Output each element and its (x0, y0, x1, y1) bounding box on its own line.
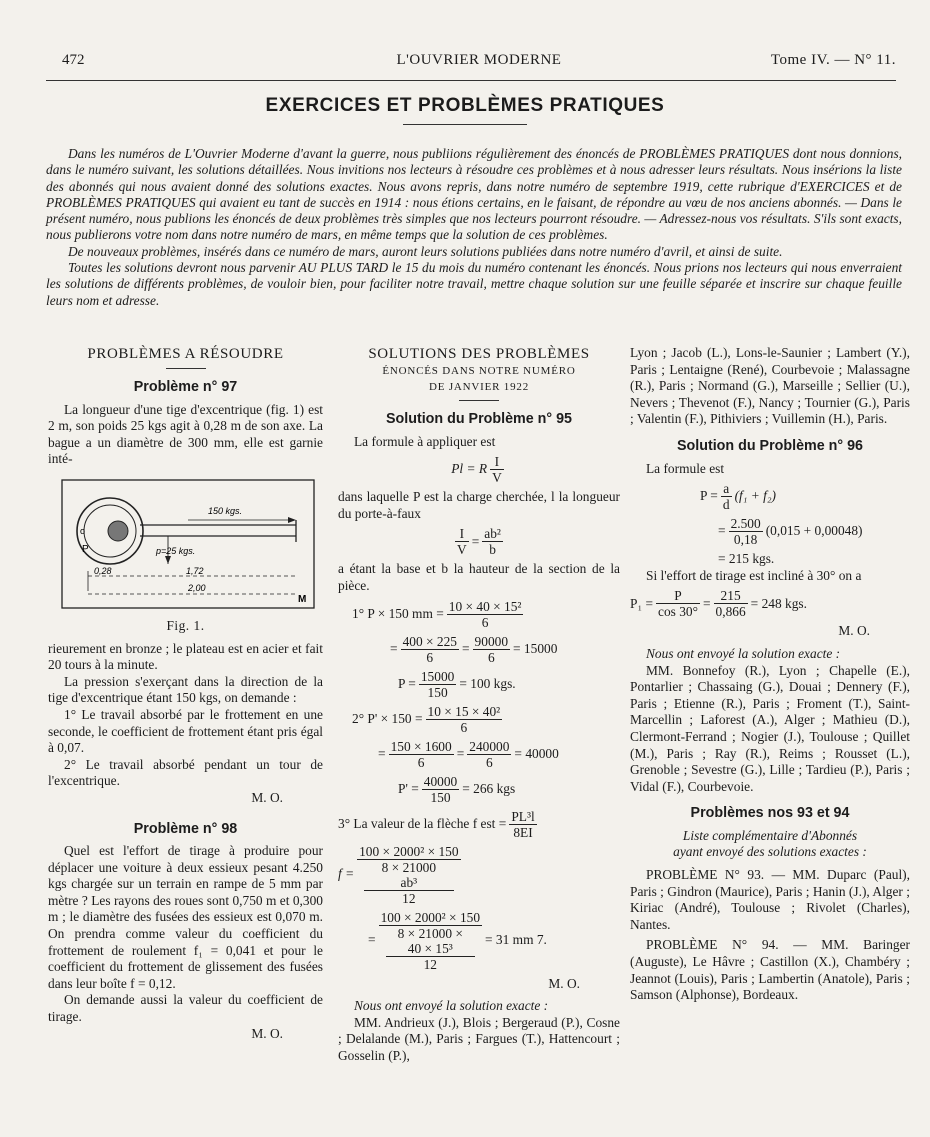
figure-caption: Fig. 1. (166, 617, 205, 633)
fraction (656, 588, 700, 619)
fraction (362, 875, 455, 906)
denominator: 8EI (513, 824, 533, 840)
figure-1-eccentric (58, 476, 320, 616)
denominator: 6 (426, 649, 434, 665)
equation-result: = 215 kgs. (718, 551, 775, 567)
intro-paragraph-2: De nouveaux problèmes, insérés dans ce numéro de mars, auront leurs solutions publiées dans notre numéro d'avril, et ainsi de suite. (68, 243, 783, 259)
problems-93-94-title: Problèmes nos 93 et 94 (690, 805, 850, 822)
divider (166, 368, 206, 369)
denominator: cos 30° (658, 604, 698, 620)
denominator: 150 (427, 684, 448, 700)
problem-93-solvers: PROBLÈME N° 93. — MM. Duparc (Paul), Paris ; Gindron (Maurice), Paris ; Hanin (J.), Alger ; Kiriac (André), Toulouse ; Rivolet (Charles), Nantes. (630, 867, 910, 932)
fraction (482, 526, 503, 557)
intro-paragraph-3: Toutes les solutions devront nous parvenir AU PLUS TARD le 15 du mois du numéro contenant les énoncés. Nous prions nos lecteurs qui nous enverraient les solutions de différents problèmes, de vouloir bien, pour faciliter notre travail, mettre chaque solution sur une feuille séparée et inscrire sur chaque feuille leurs nom et adresse. (46, 260, 902, 308)
equation-result: = 248 kgs. (750, 595, 807, 611)
page-number: 472 (62, 52, 85, 68)
denominator (379, 926, 482, 972)
denominator: V (457, 542, 467, 558)
fraction (447, 599, 524, 630)
numerator: 10 × 40 × 15² (448, 598, 522, 614)
fraction (455, 526, 469, 557)
section-title-solutions: SOLUTIONS DES PROBLÈMES (368, 346, 590, 362)
fraction (389, 739, 454, 770)
problem-97-text: La pression s'exerçant dans la direction de la tige d'excentrique étant 150 kgs, on demande : (48, 673, 323, 706)
numerator: 150 × 1600 (390, 738, 452, 754)
equation-result: = 31 mm 7. (485, 932, 547, 948)
equation-result: = 100 kgs. (459, 675, 516, 691)
eccentric-diagram (58, 476, 320, 616)
list-title: Liste complémentaire d'Abonnés (682, 827, 858, 843)
equation-4 (338, 704, 620, 735)
numerator: 215 (714, 588, 748, 604)
problem-97-question-2: 2° Le travail absorbé pendant un tour de l'excentrique. (48, 756, 323, 789)
equation: $\frac{I}{V}$ = $\frac{\text{ab²}}{b}$ (457, 526, 501, 558)
dimension-label: 0,28 (94, 565, 112, 576)
dimension-label: 2,00 (188, 582, 206, 593)
signature: M. O. (251, 1025, 283, 1041)
problem-98-title: Problème n° 98 (133, 820, 238, 837)
equation: = $\frac{2.500}{0,18}$ (0,015 + 0,00048) (718, 516, 863, 548)
fraction (729, 516, 763, 547)
problem-97-title: Problème n° 97 (133, 379, 238, 395)
equation-text: 2° P' × 150 = (352, 710, 423, 726)
journal-title: L'OUVRIER MODERNE (396, 52, 562, 68)
explanation-text: a étant la base et b la hauteur de la section de la pièce. (338, 561, 620, 593)
fraction (426, 704, 503, 735)
denominator: 12 (423, 956, 437, 972)
equation-text: P₁ = (630, 595, 654, 611)
explanation-text: dans laquelle P est la charge cherchée, l la longueur du porte-à-faux (338, 489, 620, 521)
equation-text: f = (338, 866, 355, 882)
column-problems (48, 345, 323, 1042)
denominator (357, 860, 460, 906)
issue-number: Tome IV. — N° 11. (770, 52, 896, 68)
fraction (509, 809, 536, 840)
weight-label: p=25 kgs. (156, 545, 196, 556)
denominator: 0,866 (715, 604, 746, 620)
equation-8 (338, 844, 620, 906)
main-title: EXERCICES ET PROBLÈMES PRATIQUES (265, 95, 665, 116)
fraction (714, 588, 748, 619)
equation-7 (338, 809, 620, 840)
numerator: 100 × 2000² × 150 (359, 843, 459, 859)
intro-text (46, 146, 902, 309)
formula-intro: La formule est (646, 460, 725, 476)
numerator: 40000 (423, 773, 458, 789)
equation: P₁ = $\frac{P}{\cos 30^\circ}$ = $\frac{215}{0,866}$ = 248 kgs. (630, 588, 807, 620)
equation-text: (f₁ + f₂) (734, 488, 776, 504)
explanation-text: Si l'effort de tirage est incliné à 30° on a (646, 567, 862, 583)
denominator: 6 (460, 719, 468, 735)
denominator: V (492, 470, 502, 486)
signature: M. O. (838, 623, 870, 639)
equation-result: = 266 kgs (462, 780, 516, 796)
equation-text: P' = (398, 780, 419, 796)
solvers-list: MM. Andrieux (J.), Blois ; Bergeraud (P.), Cosne ; Delalande (M.), Paris ; Fargues (T.), Hattencourt ; Gosselin (P.), (338, 1014, 620, 1063)
numerator: PL³l (511, 808, 535, 824)
fraction (379, 910, 482, 972)
equation-3 (338, 669, 620, 700)
equation-result: = 15000 (513, 640, 558, 656)
problem-97-question-1: 1° Le travail absorbé par le frottement en une seconde, le coefficient de frottement étant pris égal à 0,07. (48, 706, 323, 756)
section-title-problems: PROBLÈMES A RÉSOUDRE (87, 346, 284, 362)
numerator: ab² (484, 526, 501, 542)
fraction (419, 669, 456, 700)
numerator: a (721, 481, 732, 497)
intro-paragraph-1: Dans les numéros de L'Ouvrier Moderne d'avant la guerre, nous publiions régulièrement des énoncés de PROBLÈMES PRATIQUES dont nous donnions, dans le numéro suivant, les solutions détaillées. Nous invitions nos lecteurs à résoudre ces problèmes et à nous adresser leurs résultats. Nous insérions la liste des abonnés qui nous avaient donné des solutions exactes. Nous avons repris, dans notre numéro de septembre 1919, cette rubrique d'EXERCICES et de PROBLÈMES PRATIQUES qui avaient eu tant de succès en 1914 : nous étions certains, en le faisant, de répondre au vœu de nos anciens abonnés. — Dans le présent numéro, nous publions les énoncés de deux problèmes très simples que nos lecteurs pourront résoudre. — Adressez-nous vos résultats. S'ils sont exacts, nous publierons votre nom dans notre numéro de mars, en même temps que la solution de ces problèmes. (46, 146, 902, 243)
numerator: 90000 (474, 633, 509, 649)
denominator: 6 (485, 754, 493, 770)
denominator-text: 8 × 21000 (381, 859, 437, 875)
section-subtitle: ÉNONCÉS DANS NOTRE NUMÉRO (382, 365, 576, 377)
solution-96-title: Solution du Problème n° 96 (676, 437, 864, 454)
title-rule (403, 124, 527, 125)
solvers-label: Nous ont envoyé la solution exacte : (646, 645, 841, 661)
list-title: ayant envoyé des solutions exactes : (673, 844, 867, 860)
equation-2: = $\frac{400 \times 225}{6}$ = $\frac{90000}{6}$ = 15000 (390, 633, 558, 665)
fraction (422, 774, 459, 805)
column-solutions-continued (630, 345, 910, 1004)
numerator: P (656, 588, 700, 604)
fraction (467, 739, 511, 770)
numerator: 40 × 15³ (386, 941, 475, 957)
fraction (384, 941, 477, 972)
equation-text: Pl = R (451, 461, 488, 477)
problem-94-solvers: PROBLÈME N° 94. — MM. Baringer (Auguste), Le Hâvre ; Castillon (X.), Chambéry ; Jeannot (Louis), Paris ; Lambertin (Anatole), Paris ; Samson (Alphonse), Bordeaux. (630, 937, 910, 1003)
problem-98-text: Quel est l'effort de tirage à produire pour déplacer une voiture à deux essieux pesant 4.250 kgs chargée sur un terrain en rampe de 5 mm par mètre ? Les rayons des roues sont 0,750 m et 0,300 m ; le diamètre des fusées des essieux est 0,070 m. On prendra comme valeur du coefficient du frottement de roulement f₁ = 0,041 et pour le coefficient du frottement de glissement des fusées dans leur boîte f = 0,12. (48, 843, 323, 991)
denominator: d (722, 497, 730, 513)
equation-9: = 100 × 2000² × 150 8 × 21000 × 40 × 15³ 12 = 31 mm 7. (368, 909, 547, 972)
dimension-label: 1,72 (186, 565, 204, 576)
signature: M. O. (251, 789, 283, 805)
header-rule (46, 80, 896, 81)
equation-text: P = (700, 488, 718, 504)
center-label: o (80, 525, 86, 536)
problem-97-text: La longueur d'une tige d'excentrique (fig. 1) est 2 m, son poids 25 kgs agit à 0,28 m de son axe. La bague a un diamètre de 300 mm, elle est garnie inté- (48, 401, 323, 467)
fraction (721, 481, 732, 512)
fraction (473, 634, 510, 665)
numerator: 10 × 15 × 40² (427, 703, 501, 719)
equation-5: = $\frac{150 \times 1600}{6}$ = $\frac{240000}{6}$ = 40000 (378, 738, 559, 770)
numerator: 100 × 2000² × 150 (380, 909, 481, 925)
fraction (357, 844, 460, 906)
denominator: 6 (481, 614, 489, 630)
formula-intro: La formule à appliquer est (354, 433, 496, 449)
equation (630, 481, 910, 512)
column-solutions (338, 345, 620, 1065)
signature: M. O. (548, 975, 580, 991)
numerator: 240000 (469, 738, 510, 754)
equation-text: (0,015 + 0,00048) (765, 523, 863, 539)
denominator: 0,18 (733, 532, 758, 548)
denominator: 12 (402, 890, 416, 906)
point-label: M (298, 593, 307, 605)
equation-6 (338, 774, 620, 805)
denominator: 6 (417, 754, 425, 770)
denominator: 150 (430, 789, 451, 805)
problem-98-text: On demande aussi la valeur du coefficient de tirage. (48, 992, 323, 1025)
solvers-list: MM. Bonnefoy (R.), Lyon ; Chapelle (E.), Pontarlier ; Chassaing (G.), Douai ; Dennery (F.), Paris ; Etienne (R.), Paris ; Froment (T.), Saint-Marcellin ; Laforest (A.), Alger ; Mathieu (D.), Clermont-Ferrand ; Nogier (J.), Toulouse ; Quillet (M.), Paris ; Ray (R.), Reims ; Rousset (L.), Grenoble ; Sevestre (G.), Lille ; Tardieu (P.), Paris ; Vidal (F.), Courbevoie. (630, 662, 910, 794)
numerator: I (455, 526, 469, 542)
fraction (490, 454, 504, 485)
equation-result: = 40000 (514, 745, 559, 761)
denominator: 6 (487, 649, 495, 665)
numerator: 400 × 225 (402, 633, 457, 649)
denominator: b (489, 542, 496, 558)
problem-97-text: rieurement en bronze ; le plateau est en acier et fait 20 tours à la minute. (48, 640, 323, 673)
equation-text: 3° La valeur de la flèche f est = (338, 815, 507, 831)
equation (338, 454, 620, 485)
force-label: 150 kgs. (208, 505, 243, 516)
running-header (62, 52, 896, 74)
fraction (401, 634, 459, 665)
equation-1 (338, 599, 620, 630)
numerator: ab³ (364, 875, 453, 891)
equation-text: P = (398, 675, 416, 691)
numerator: 15000 (420, 668, 455, 684)
denominator-text: 8 × 21000 × (397, 925, 463, 941)
divider (459, 400, 499, 401)
solution-95-title: Solution du Problème n° 95 (385, 411, 573, 427)
p-label: P (82, 543, 89, 555)
solvers-list: Lyon ; Jacob (L.), Lons-le-Saunier ; Lambert (Y.), Paris ; Lentaigne (René), Courbevoie ; Malassagne (R.), Paris ; Normand (G.), Marseille ; Sellier (U.), Nevers ; Thevenot (F.), Nancy ; Tournier (G.), Paris ; Valentin (F.), Pithiviers ; Vuillemin (H.), Paris. (630, 345, 910, 427)
numerator: I (490, 454, 504, 470)
solvers-label: Nous ont envoyé la solution exacte : (354, 998, 549, 1014)
equation-text: 1° P × 150 mm = (352, 605, 444, 621)
section-subtitle: DE JANVIER 1922 (429, 381, 529, 393)
numerator: 2.500 (730, 516, 761, 532)
